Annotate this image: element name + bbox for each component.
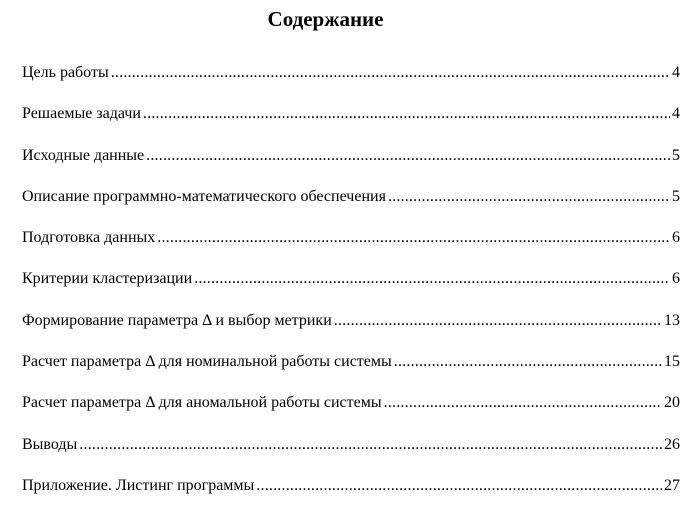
toc-entry-page-number: 26 bbox=[664, 435, 680, 453]
toc-entry-page-number: 27 bbox=[664, 476, 680, 494]
toc-entry-label: Решаемые задачи bbox=[22, 105, 141, 123]
toc-entry-page-number: 4 bbox=[672, 105, 680, 123]
toc-entry-delta-anomalous bbox=[22, 391, 680, 432]
dot-leader bbox=[143, 102, 670, 126]
toc-entry-tasks bbox=[22, 102, 680, 143]
table-of-contents bbox=[22, 61, 680, 515]
dot-leader bbox=[394, 350, 662, 374]
toc-entry-label: Формирование параметра Δ и выбор метрики bbox=[22, 311, 332, 329]
toc-entry-page-number: 13 bbox=[664, 311, 680, 329]
dot-leader bbox=[79, 433, 662, 457]
toc-entry-label: Расчет параметра Δ для аномальной работы системы bbox=[22, 394, 382, 412]
dot-leader bbox=[157, 226, 670, 250]
toc-entry-delta-nominal bbox=[22, 350, 680, 391]
dot-leader bbox=[194, 267, 670, 291]
toc-entry-label: Приложение. Листинг программы bbox=[22, 476, 255, 494]
toc-entry-label: Расчет параметра Δ для номинальной работы системы bbox=[22, 353, 392, 371]
toc-entry-appendix bbox=[22, 474, 680, 515]
dot-leader bbox=[111, 61, 670, 85]
dot-leader bbox=[256, 474, 662, 498]
toc-entry-page-number: 5 bbox=[672, 146, 680, 164]
toc-entry-label: Выводы bbox=[22, 435, 78, 453]
toc-entry-page-number: 4 bbox=[672, 64, 680, 81]
toc-entry-software-description bbox=[22, 185, 680, 226]
toc-entry-page-number: 20 bbox=[664, 394, 680, 412]
toc-entry-label: Исходные данные bbox=[22, 146, 145, 164]
toc-entry-input-data bbox=[22, 144, 680, 185]
dot-leader bbox=[146, 144, 670, 168]
dot-leader bbox=[334, 309, 662, 333]
toc-entry-goal bbox=[22, 61, 680, 102]
page-title: Содержание bbox=[267, 7, 384, 31]
toc-entry-label: Цель работы bbox=[22, 64, 109, 81]
toc-entry-label: Описание программно-математического обеспечения bbox=[22, 187, 386, 205]
toc-entry-data-preparation bbox=[22, 226, 680, 267]
dot-leader bbox=[384, 391, 662, 415]
toc-entry-conclusions bbox=[22, 433, 680, 474]
toc-entry-clustering-criteria bbox=[22, 267, 680, 308]
toc-entry-page-number: 5 bbox=[672, 187, 680, 205]
toc-entry-page-number: 6 bbox=[672, 270, 680, 288]
toc-entry-label: Подготовка данных bbox=[22, 229, 156, 247]
toc-entry-page-number: 15 bbox=[664, 353, 680, 371]
toc-entry-page-number: 6 bbox=[672, 229, 680, 247]
toc-entry-delta-metric bbox=[22, 309, 680, 350]
toc-entry-label: Критерии кластеризации bbox=[22, 270, 193, 288]
dot-leader bbox=[388, 185, 670, 209]
